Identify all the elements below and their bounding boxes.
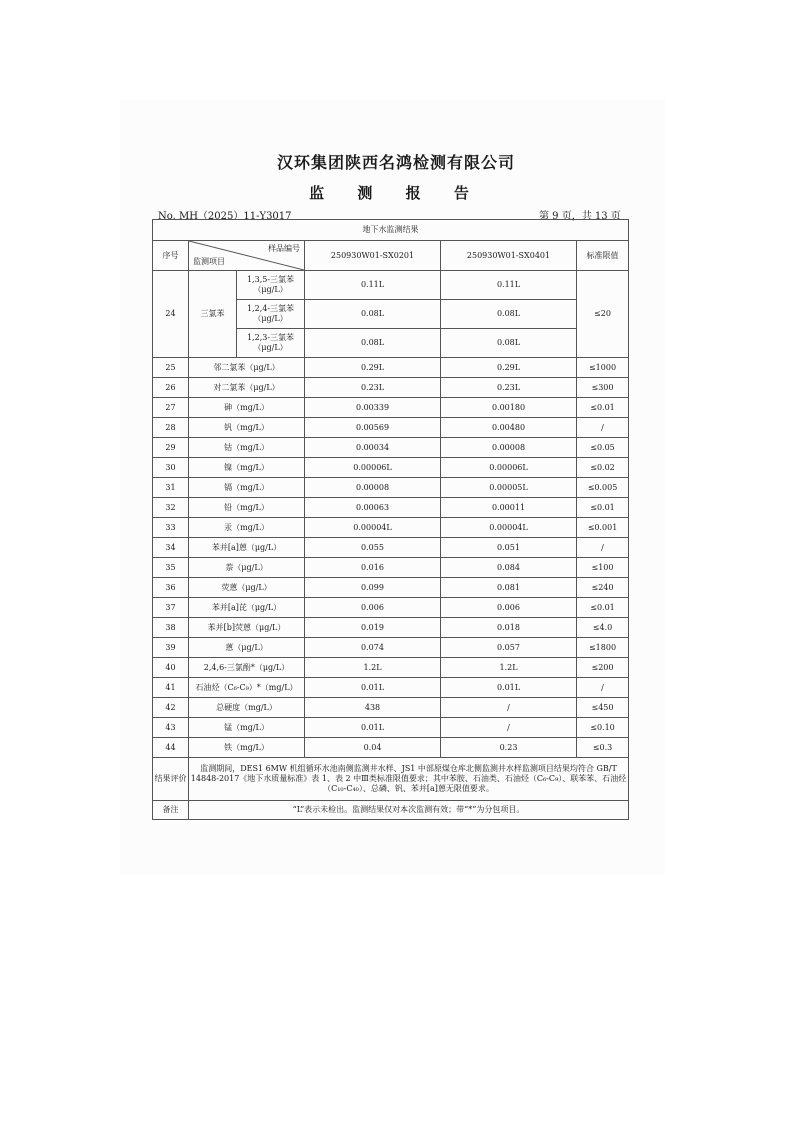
row-item: 铅（mg/L） <box>189 498 305 518</box>
row-value-1: 438 <box>305 698 441 718</box>
table-row <box>153 518 629 538</box>
row-limit: ≤240 <box>577 578 629 598</box>
row-item: 对二氯苯（μg/L） <box>189 378 305 398</box>
row-limit: ≤0.005 <box>577 478 629 498</box>
sub-value-1: 0.08L <box>305 329 441 358</box>
row-item: 荧蒽（μg/L） <box>189 578 305 598</box>
table-row <box>153 378 629 398</box>
row-limit: ≤4.0 <box>577 618 629 638</box>
row-value-2: / <box>441 698 577 718</box>
row-seq: 35 <box>153 558 189 578</box>
row-value-1: 0.00569 <box>305 418 441 438</box>
header-diagonal-cell <box>189 241 305 271</box>
table-row <box>153 558 629 578</box>
group-limit: ≤20 <box>577 271 629 358</box>
row-value-1: 1.2L <box>305 658 441 678</box>
page-info: 第 9 页，共 13 页 <box>539 211 621 222</box>
row-limit: ≤300 <box>577 378 629 398</box>
row-value-1: 0.00063 <box>305 498 441 518</box>
row-limit: ≤0.02 <box>577 458 629 478</box>
table-row <box>153 658 629 678</box>
table-row <box>153 718 629 738</box>
row-seq: 40 <box>153 658 189 678</box>
table-row <box>153 538 629 558</box>
row-item: 苯并[b]荧蒽（μg/L） <box>189 618 305 638</box>
row-value-2: 0.29L <box>441 358 577 378</box>
row-value-1: 0.00339 <box>305 398 441 418</box>
table-row <box>153 398 629 418</box>
row-item: 石油烃（C₆-C₉）*（mg/L） <box>189 678 305 698</box>
header-sample1: 250930W01-SX0201 <box>305 241 441 271</box>
row-value-1: 0.019 <box>305 618 441 638</box>
row-value-2: 1.2L <box>441 658 577 678</box>
row-item: 蒽（μg/L） <box>189 638 305 658</box>
row-limit: / <box>577 418 629 438</box>
row-value-1: 0.016 <box>305 558 441 578</box>
row-limit: ≤100 <box>577 558 629 578</box>
row-value-1: 0.074 <box>305 638 441 658</box>
row-value-2: 0.23 <box>441 738 577 758</box>
row-item: 汞（mg/L） <box>189 518 305 538</box>
row-item: 2,4,6-三氯酚*（μg/L） <box>189 658 305 678</box>
table-row <box>153 358 629 378</box>
row-seq: 26 <box>153 378 189 398</box>
row-seq: 29 <box>153 438 189 458</box>
row-value-2: 0.084 <box>441 558 577 578</box>
section-title: 地下水监测结果 <box>153 220 629 241</box>
row-seq: 31 <box>153 478 189 498</box>
table-row <box>153 698 629 718</box>
sub-item: 1,2,3-三氯苯（μg/L） <box>237 329 305 358</box>
conclusion-text: 监测期间，DES1 6MW 机组循环水池南侧监测井水样、JS1 中部原煤仓库北侧监测井水样监测项目结果均符合 GB/T 14848-2017《地下水质量标准》表 1、表 2 中Ⅲ类标准限值要求；其中苯胺、石油类、石油烃（C₆-C₉）、联苯苯、石油烃（C₁₀-C₄₀）、总磷、钒、苯并[a]蒽无限值要求。 <box>189 758 629 801</box>
conclusion-label: 结果评价 <box>153 758 189 801</box>
remark-label: 备注 <box>153 801 189 820</box>
row-value-1: 0.00006L <box>305 458 441 478</box>
row-seq: 30 <box>153 458 189 478</box>
table-row <box>153 678 629 698</box>
table-row <box>153 478 629 498</box>
row-value-1: 0.01L <box>305 718 441 738</box>
row-limit: ≤1800 <box>577 638 629 658</box>
row-limit: ≤200 <box>577 658 629 678</box>
row-value-1: 0.04 <box>305 738 441 758</box>
table-row <box>153 498 629 518</box>
row-seq: 42 <box>153 698 189 718</box>
row-value-2: 0.00008 <box>441 438 577 458</box>
row-value-1: 0.099 <box>305 578 441 598</box>
row-value-2: 0.081 <box>441 578 577 598</box>
sub-item: 1,3,5-三氯苯（μg/L） <box>237 271 305 300</box>
report-number: No. MH（2025）11-Y3017 <box>158 211 292 222</box>
row-limit: ≤0.01 <box>577 598 629 618</box>
row-value-2: 0.00006L <box>441 458 577 478</box>
row-value-2: 0.23L <box>441 378 577 398</box>
row-item: 铁（mg/L） <box>189 738 305 758</box>
row-seq: 32 <box>153 498 189 518</box>
row-value-1: 0.01L <box>305 678 441 698</box>
row-value-2: 0.018 <box>441 618 577 638</box>
row-value-2: 0.00180 <box>441 398 577 418</box>
row-seq: 25 <box>153 358 189 378</box>
row-item: 钒（mg/L） <box>189 418 305 438</box>
table-row <box>153 458 629 478</box>
row-item: 钴（mg/L） <box>189 438 305 458</box>
row-limit: ≤0.05 <box>577 438 629 458</box>
row-limit: / <box>577 678 629 698</box>
row-item: 砷（mg/L） <box>189 398 305 418</box>
header-sample-no: 样品编号 <box>268 244 300 253</box>
sub-value-2: 0.08L <box>441 300 577 329</box>
table-row <box>153 438 629 458</box>
sub-value-1: 0.08L <box>305 300 441 329</box>
row-seq: 39 <box>153 638 189 658</box>
header-sample2: 250930W01-SX0401 <box>441 241 577 271</box>
row-item: 邻二氯苯（μg/L） <box>189 358 305 378</box>
row-value-1: 0.00034 <box>305 438 441 458</box>
row-seq: 37 <box>153 598 189 618</box>
table-row <box>153 578 629 598</box>
row-value-1: 0.006 <box>305 598 441 618</box>
row-value-2: 0.051 <box>441 538 577 558</box>
row-value-1: 0.055 <box>305 538 441 558</box>
row-value-1: 0.29L <box>305 358 441 378</box>
row-limit: ≤0.001 <box>577 518 629 538</box>
row-value-2: 0.01L <box>441 678 577 698</box>
row-limit: ≤0.01 <box>577 398 629 418</box>
row-limit: ≤0.3 <box>577 738 629 758</box>
row-item: 苯并[a]蒽（μg/L） <box>189 538 305 558</box>
row-seq: 34 <box>153 538 189 558</box>
row-item: 锰（mg/L） <box>189 718 305 738</box>
table-row <box>153 418 629 438</box>
row-value-2: 0.00005L <box>441 478 577 498</box>
header-seq: 序号 <box>153 241 189 271</box>
results-table <box>152 219 629 820</box>
row-limit: ≤0.10 <box>577 718 629 738</box>
row-seq: 27 <box>153 398 189 418</box>
row-value-1: 0.00008 <box>305 478 441 498</box>
group-name: 三氯苯 <box>189 271 237 358</box>
report-title: 监 测 报 告 <box>309 184 483 202</box>
edge-stamp-mark <box>655 385 669 495</box>
row-seq: 44 <box>153 738 189 758</box>
row-item: 镉（mg/L） <box>189 478 305 498</box>
row-item: 萘（μg/L） <box>189 558 305 578</box>
company-name: 汉环集团陕西名鸿检测有限公司 <box>276 153 515 172</box>
row-seq: 33 <box>153 518 189 538</box>
table-row <box>153 738 629 758</box>
row-value-1: 0.23L <box>305 378 441 398</box>
row-value-2: 0.00004L <box>441 518 577 538</box>
row-value-1: 0.00004L <box>305 518 441 538</box>
header-limit: 标准限值 <box>577 241 629 271</box>
remark-text: “L”表示未检出。监测结果仅对本次监测有效；带“*”为分包项目。 <box>189 801 629 820</box>
header-item: 监测项目 <box>193 257 225 266</box>
row-limit: ≤1000 <box>577 358 629 378</box>
sub-item: 1,2,4-三氯苯（μg/L） <box>237 300 305 329</box>
sub-value-1: 0.11L <box>305 271 441 300</box>
row-limit: / <box>577 538 629 558</box>
row-seq: 43 <box>153 718 189 738</box>
row-seq: 41 <box>153 678 189 698</box>
row-item: 镍（mg/L） <box>189 458 305 478</box>
table-row <box>153 618 629 638</box>
row-value-2: / <box>441 718 577 738</box>
row-item: 总硬度（mg/L） <box>189 698 305 718</box>
sub-value-2: 0.11L <box>441 271 577 300</box>
row-value-2: 0.00011 <box>441 498 577 518</box>
sub-value-2: 0.08L <box>441 329 577 358</box>
row-seq: 36 <box>153 578 189 598</box>
table-row <box>153 638 629 658</box>
group-seq: 24 <box>153 271 189 358</box>
row-seq: 38 <box>153 618 189 638</box>
row-limit: ≤450 <box>577 698 629 718</box>
row-value-2: 0.006 <box>441 598 577 618</box>
table-row <box>153 598 629 618</box>
row-value-2: 0.057 <box>441 638 577 658</box>
row-limit: ≤0.01 <box>577 498 629 518</box>
row-value-2: 0.00480 <box>441 418 577 438</box>
row-seq: 28 <box>153 418 189 438</box>
row-item: 苯并[a]芘（μg/L） <box>189 598 305 618</box>
